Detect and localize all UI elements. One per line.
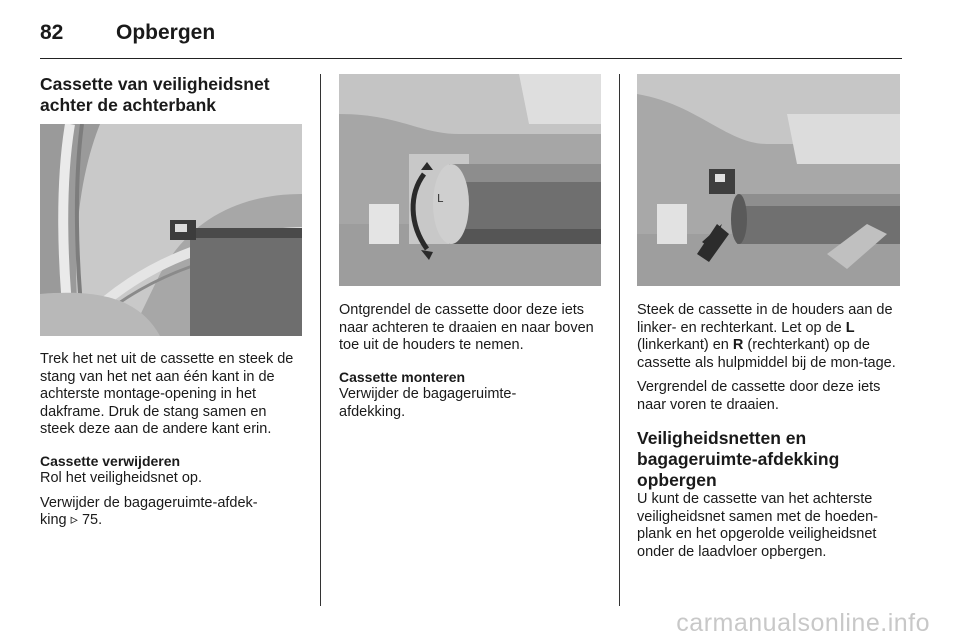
page-header: [40, 18, 215, 48]
column-3: [637, 74, 900, 561]
paragraph: Rol het veiligheidsnet op.: [40, 470, 203, 486]
column-divider: [619, 74, 620, 606]
header-rule: [40, 58, 902, 59]
net-mount-illustration: [40, 124, 302, 336]
section-heading: Veiligheidsnetten en bagageruimte-afdekking opbergen: [637, 428, 840, 490]
paragraph: Verwijder de bagageruimte-afdek- king ▹ 75.: [40, 494, 258, 528]
watermark: carmanualsonline.info: [676, 609, 930, 637]
subheading: Cassette verwijderen: [40, 452, 181, 469]
section-heading: Cassette van veiligheidsnet achter de achterbank: [40, 74, 270, 115]
column-1: [40, 74, 302, 530]
right-marker: R: [732, 337, 744, 353]
figure-cassette-label: L: [437, 192, 444, 205]
page-number: 82: [40, 21, 64, 44]
paragraph: U kunt de cassette van het achterste veiligheidsnet samen met de hoeden-plank en het opgerolde veiligheidsnet onder de laadvloer opbergen.: [637, 491, 879, 560]
page-reference-icon: ▹: [70, 512, 78, 528]
column-2: [339, 74, 601, 421]
paragraph: Steek de cassette in de houders aan de linker- en rechterkant. Let op de L (linkerkant) en R (rechterkant) op de cassette als hulpmiddel bij de mon-tage.: [637, 302, 896, 371]
paragraph: Vergrendel de cassette door deze iets naar voren te draaien.: [637, 379, 881, 413]
subheading: Cassette monteren: [339, 368, 466, 385]
left-marker: L: [845, 319, 855, 336]
column-divider: [320, 74, 321, 606]
cassette-unlock-illustration: [339, 74, 601, 286]
paragraph: Ontgrendel de cassette door deze iets naar achteren te draaien en naar boven toe uit de houders te nemen.: [339, 302, 594, 353]
paragraph: Trek het net uit de cassette en steek de stang van het net aan één kant in de achterste montage-opening in het dakframe. Druk de stang samen en steek deze aan de andere kant erin.: [40, 351, 294, 437]
paragraph: Verwijder de bagageruimte-afdekking.: [339, 386, 517, 420]
cassette-insert-illustration: [637, 74, 900, 286]
page-title: Opbergen: [116, 21, 216, 44]
